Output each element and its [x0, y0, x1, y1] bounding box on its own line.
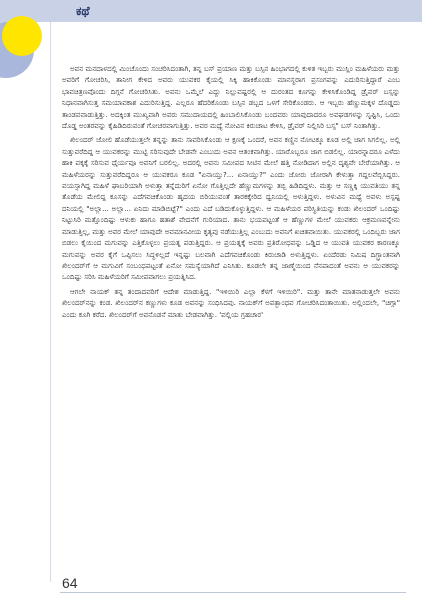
footer-rule — [60, 592, 406, 593]
story-body — [62, 63, 400, 320]
paragraph: ಅವನ ಮನದಾಳದಲ್ಲಿ ಮಿಂಚೊಂದು ಸಂಚರಿಸಿದಂತಾಗಿ, ತನ್ನ ಬಸ್ ಪ್ರಯಾಣ ಮತ್ತು ಬಸ್ಸಿನ ಹಿಂಭಾಗದಲ್ಲಿ ಕುಳಿತ ಇಬ್ಬರು ಮುಸ್ಲಿಂ ಮಹಿಳೆಯರು ಮತ್ತು ಅವರಿಗೆ ಗೋಚರಿಸಿ, ತಾನೀಗ ಕೇಳಿದ ಅವರು ಯುವಕರ ಕೈಯಲ್ಲಿ ಸಿಕ್ಕಿ ಹಾಕಿಕೊಂಡು ಮಾನಸ್ಥರಾಗ ಪ್ರಸಂಗವನ್ನು ಎದುರಿಸುತ್ತಿದ್ದಾರೆ ಎಂಬ ಭಾವಚಿತ್ರಣವೊಂದು ದಿಗ್ಗನೆ ಗೋಚರಿಸಿತು. ಅವನು ಒಮ್ಮೆಲೆ ಎದ್ದು ನಿಲ್ಲುವಷ್ಟರಲ್ಲಿ ಆ ದುರಂತದ ಕೂಗನ್ನು ಕೇಳಿಸಿಕೊಂಡಿದ್ದ ಡ್ರೈವರ್ ಬಸ್ಸನ್ನು ನಿಧಾನವಾಗಿಸುತ್ತ ಸಮಯಾವಕಾಶ ಎದುರಿಸುತ್ತಿದ್ದ. ಎಲ್ಲರೂ ಹೆದರಿಕೊಂಡು ಬಸ್ಸಿನ ಡಬ್ಬದ ಒಳಗೆ ಸೇರಿಕೊಂಡರು. ಆ ಇಬ್ಬರು ಹೆಣ್ಣುಮಕ್ಕಳ ದೊಡ್ಡದು ತಾಂಡವವಾಡುತ್ತಿತ್ತು. ಅದಕ್ಕಿಂತ ಮುಖ್ಯವಾಗಿ ಅವರು ಸಮುದಾಯದಲ್ಲಿ ಹಿಂಬಾಲಿಸಿಕೊಂಡು ಬಂದವರು ಯಾವುದಾದರೂ ಅವಘಡಗಳನ್ನು ಸೃಷ್ಟಿಸಿ, ಒಂದು ದೊಡ್ಡ ಅಂತರವನ್ನು ಕೈಹಿಡಿದಿರುವಂತೆ ಗೋಚರವಾಗುತ್ತಿತ್ತು. ಅವರ ಮಧ್ಯೆ ನೋವಿನ ಕಿರುಚಾಟ ಕೇಳಿಸಿ, ಡ್ರೈವರ್ ನಿಲ್ಲಿಸಿರಿ ಬಸ್ಸ" ಬಸ್ ನಿಂತಾಗಿತ್ತು. — [62, 64, 400, 131]
page-number: 64 — [62, 575, 78, 591]
paragraph: ಆಗಲೇ ನಾಯಕ್ ತನ್ನ ತಂದಾದವರಿಗೆ ಆದೇಶ ಮಾಡುತ್ತಿದ್ದ. "ಇಳಿಯಿರಿ ಎಲ್ಲಾ ಕೆಳಗೆ ಇಳಿಯಿರಿ". ಮತ್ತು ತಾನೇ ಮಾತನಾಡುತ್ತಲೇ ಅವನು ಖಿಲಂದರ್‌ನನ್ನು ಕಂಡ. ಖಿಲಂದರ್‌ನ ಕಣ್ಣುಗಳು ಕೂಡ ಅವನನ್ನು ಸಂಧಿಸಿದವು. ನಾಯಕ್‌ಗೆ ಅಪತ್ಭಾಂಧವ ಗೋಚರಿಸಿದಂತಾಯಿತು. ಅಲ್ಲಿಂದಲೇ, "ಚಿಗ್ಗಾ" ಎಂದು ಕೂಗಿ ಕರೆದ. ಖಿಲಂದರ್‌ಗೆ ಅವನೊಡನೆ ಮಾತು ಬೇಡವಾಗಿತ್ತು. 'ವಲ್ಲಿಯ ಗ್ರಹಚಾರ' — [62, 286, 400, 319]
header-band — [0, 0, 422, 22]
yellow-circle-decoration — [2, 16, 42, 56]
corner-circles-decoration — [0, 0, 50, 90]
section-title: ಕಥೆ — [76, 4, 90, 18]
paragraph: ಖಿಲಂದರ್ ಜೋಲಿ ಹೊಡೆಯುತ್ತಲೇ ತನ್ನನ್ನು ತಾನು ಸಾವರಿಸಿಕೊಂಡು ಆ ಕ್ಷಣಕ್ಕೆ ಒಂದರೆ, ಅವನ ಕಣ್ಣಿನ ನೋಟಕ್ಕೂ ಕೂಡ ಅಲ್ಲಿ ಜಾಗ ಸಿಗಲಿಲ್ಲ. ಅಲ್ಲಿ ಸುತ್ತುವರೆದಿದ್ದ ಆ ಯುವಕರನ್ನು ಮುಟ್ಟಿ ಸರಿಸುವುದೇ ಬೇಡವೇ ಎಂಬುದು ಅವನ ಆತಂಕವಾಗಿತ್ತು. ಯಾರೊಬ್ಬರೂ ಜಾಗ ಬಿಡಲಿಲ್ಲ. ಯಾರನ್ನಾದರೂ ಎಳೆದು ಹಾಕಿ ಪಕ್ಕಕ್ಕೆ ಸರಿಸುವ ಧೈರ್ಯವೂ ಅವನಿಗೆ ಬರಲಿಲ್ಲ. ಅದರಲ್ಲಿ ಅವನು ಸಮೀಪದ ಸೀಟಿನ ಮೇಲೆ ಹತ್ತಿ ನೋಡಿದಾಗ ಅಲ್ಲಿನ ದೃಶ್ಯವೇ ಬೇರೆಯಾಗಿತ್ತು. ಆ ಮಹಿಳೆಯರನ್ನು ಸುತ್ತುವರೆದಿದ್ದರೂ ಆ ಯುವಕರೂ ಕೂಡ "ಏನಾಯ್ತು?... ಏನಾಯ್ತು?" ಎಂದು ಜೋರು ಜೋರಾಗಿ ಕೇಳುತ್ತಾ ಗದ್ದಲವೆಬ್ಬಿಸಿದ್ದರು. ವಯಸ್ಸಾಗಿದ್ದ ಮಹಿಳೆ ಘಾಬರಿಯಾಗಿ ಅಳುತ್ತಾ ತನ್ನೆದುರಿಗೆ ಏನೋ ಗೊತ್ತಿಲ್ಲದೇ ಹೆಣ್ಣುಮಗಳನ್ನು ತಬ್ಬಿ ಹಿಡಿದಿದ್ದಳು. ಮತ್ತು ಆ ಸಣ್ಣಕ್ಕಿ ಯುವತಿಯು ತನ್ನ ತೊಡೆಯ ಮೇಲಿದ್ದ ಕೂಸನ್ನು ಎದೆಗವಚಿಕೊಂಡು ಹೃದಯ ಬಿರಿಯುವಂತೆ ತಾರಕಕ್ಕೇರಿದ ಧ್ವನಿಯಲ್ಲಿ ಅಳುತ್ತಿದ್ದಳು. ಅಳುವಿನ ಮಧ್ಯೆ ಅವಳು ಅಸ್ಪಷ್ಟ ದನಿಯಲ್ಲಿ "ಅಲ್ಲಾ... ಅಲ್ಲಾ... ಏನಿದು ಮಾಡಿಬಿಟ್ಟೆ?" ಎಂದು ಎದೆ ಬಡಿದುಕೊಳ್ಳುತ್ತಿದ್ದಳು. ಆ ಮಹಿಳೆಯರ ಪರಿಸ್ಥಿತಿಯನ್ನು ಕಂಡು ಖಿಲಂದರ್ ಒಂದಿಷ್ಟು ನಿಟ್ಟುಸಿರಿ ಮತ್ತೊಂದಿಷ್ಟು ಆಳುಕು ಹಾಗೂ ಹತಾಶೆ ವೇದನೆಗೆ ಗುರಿಯಾದ. ತಾನು ಭಯಪಟ್ಟಂತೆ ಆ ಹೆಣ್ಣುಗಳ ಮೇಲೆ ಯುವಕರು ಆಕ್ರಮಣವನ್ನೇನು ಮಾಡುತ್ತಿಲ್ಲ, ಮತ್ತು ಅವರ ಮೇಲೆ ಯಾವುದೇ ಅವಮಾನವೀಯ ಕೃತ್ಯವು ನಡೆಯುತ್ತಿಲ್ಲ ಎಂಬುದು ಅವನಿಗೆ ಖಚಿತವಾಯಿತು. ಯುವಕರಲ್ಲಿ ಒಂದಿಬ್ಬರು ಜಾಗ ಬಿಡಲು ಕೈಯಿಂದ ಮಗುವನ್ನು ಎತ್ತಿಕೊಳ್ಳಲು ಪ್ರಯತ್ನ ಪಡುತ್ತಿದ್ದರು. ಆ ಪ್ರಯತ್ನಕ್ಕೆ ಅವರು ಪ್ರತಿರೋಧವನ್ನು ಒಡ್ಡಿದ ಆ ಯುವತಿ ಯುವಕರ ಕಾರಣಕ್ಕೂ ಮಗುವನ್ನು ಅವರ ಕೈಗೆ ಒಪ್ಪಿಸಲು ಸಿದ್ಧಳಿಲ್ಲದೆ ಇನ್ನಷ್ಟು ಬಲವಾಗಿ ಎದೆಗವಚಿಕೊಂಡು ಕಿರುಚಾಡಿ ಅಳುತ್ತಿದ್ದಳು. ಏಂದೆರಡು ನಿಮಿಷ ದಿಗ್ಭ್ರಾಂತನಾಗಿ ಖಿಲಂದರ್‌ಗೆ ಆ ಮಗುವಿಗೆ ಸಂಬಂಧಪಟ್ಟಂತೆ ಏನೋ ಸಮಸ್ಯೆಯಾಗಿದೆ ಎನಿಸಿತು. ಕೂಡಲೇ ತನ್ನ ಜಾಣ್ಮೆಯಿಂದ ನೆನಪಾದಂತೆ ಅವನು ಆ ಯುವಕರನ್ನು ಒಂದಿಷ್ಟು ಸರಿಸಿ ಮಹಿಳೆಯರಿಗೆ ಸಮೀಪವಾಗಲು ಪ್ರಯತ್ನಿಸಿದ. — [62, 135, 400, 282]
margin-rule — [50, 22, 51, 582]
